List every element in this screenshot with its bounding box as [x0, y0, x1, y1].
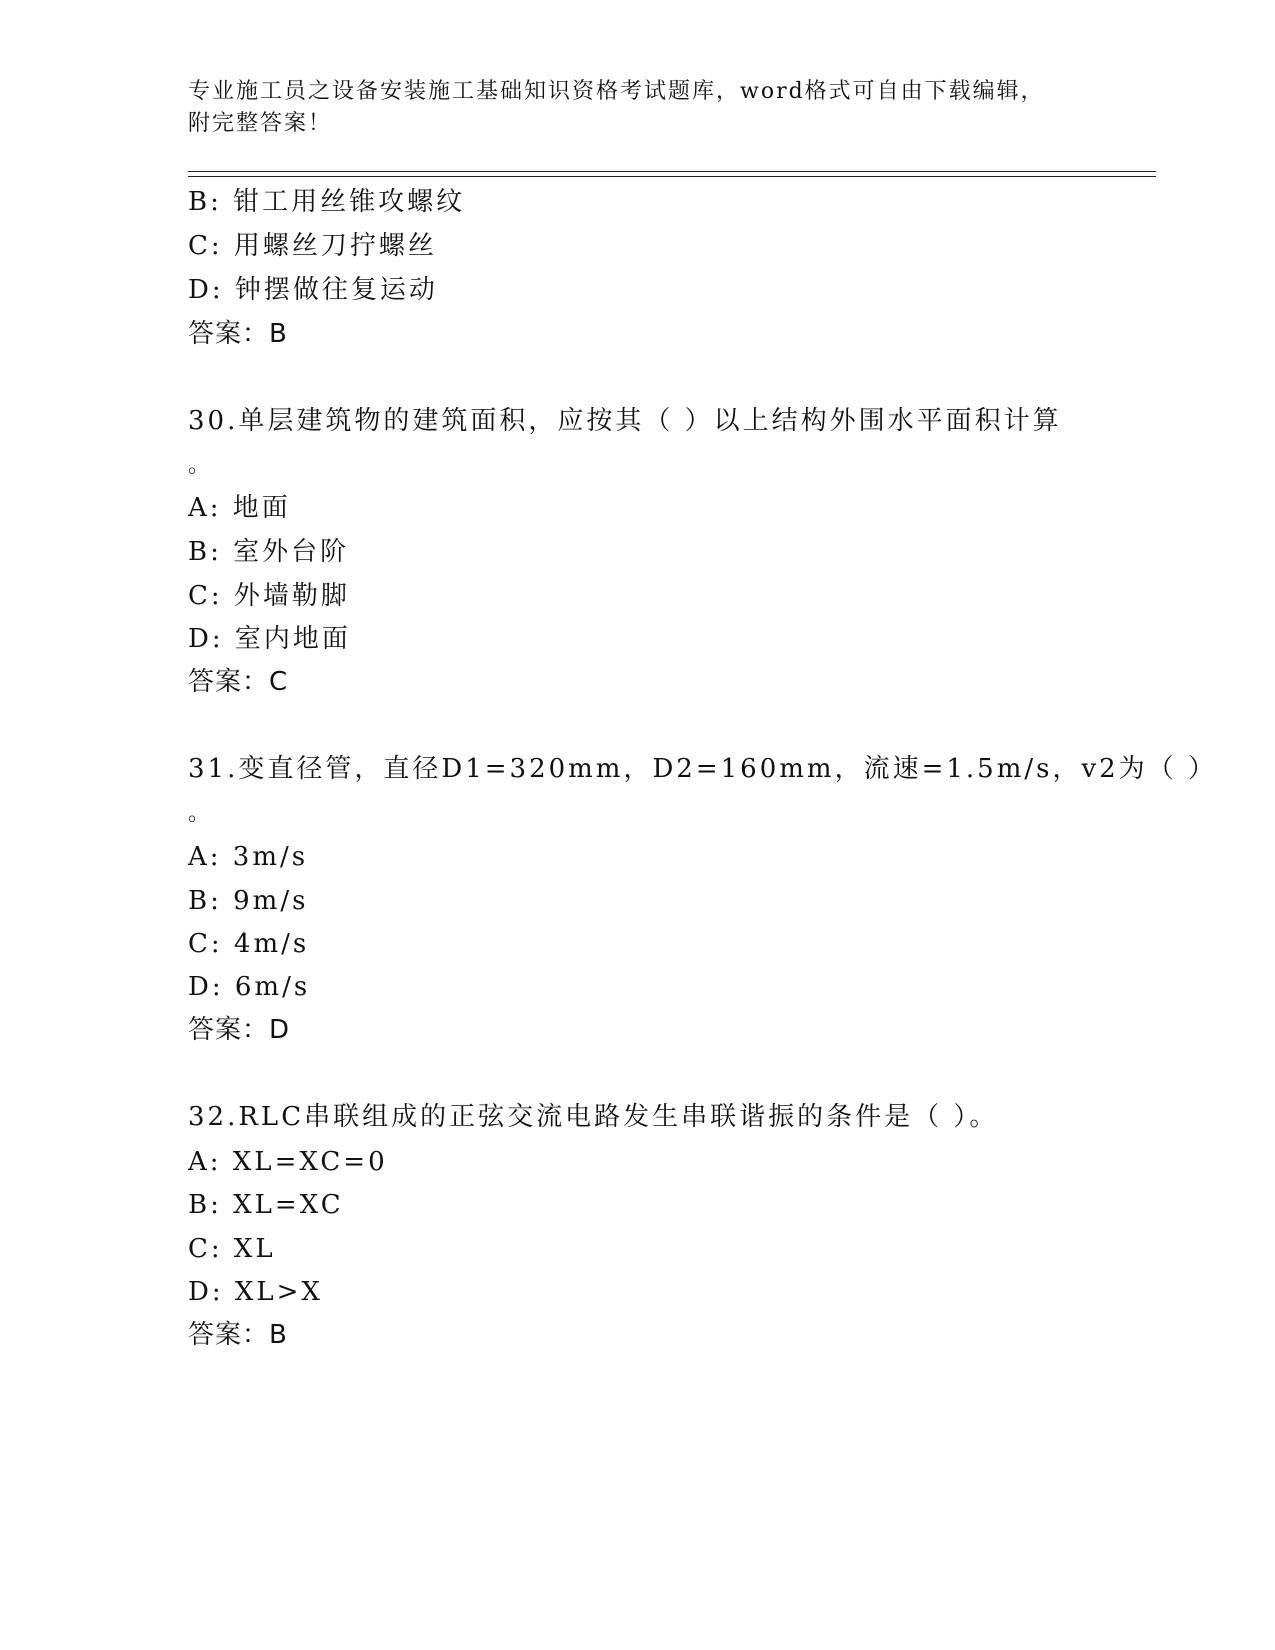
q29-option-d: D: 钟摆做往复运动 — [188, 275, 438, 305]
header-rule-bottom — [188, 176, 1156, 177]
q32-option-d: D: XL>X — [188, 1277, 323, 1307]
q31-question: 31.变直径管，直径D1=320mm，D2=160mm，流速=1.5m/s，v2为（ ） — [188, 754, 1217, 784]
q31-option-c: C: 4m/s — [188, 929, 310, 959]
q30-question: 30.单层建筑物的建筑面积，应按其（ ）以上结构外围水平面积计算 — [188, 406, 1062, 436]
q30-option-a: A: 地面 — [188, 493, 291, 523]
q31-option-b: B: 9m/s — [188, 886, 309, 916]
q29-option-b: B: 钳工用丝锥攻螺纹 — [188, 187, 466, 217]
q29-option-c: C: 用螺丝刀拧螺丝 — [188, 231, 437, 261]
q30-option-b: B: 室外台阶 — [188, 537, 350, 567]
q32-question: 32.RLC串联组成的正弦交流电路发生串联谐振的条件是（ ）。 — [188, 1102, 999, 1132]
header-line-1: 专业施工员之设备安装施工基础知识资格考试题库，word格式可自由下载编辑， — [188, 79, 1045, 104]
q29-answer: 答案：B — [188, 319, 288, 349]
header-rule-top — [188, 171, 1156, 172]
q30-answer: 答案：C — [188, 667, 289, 697]
q31-question-cont: 。 — [188, 801, 214, 826]
q31-option-a: A: 3m/s — [188, 842, 309, 872]
q32-option-b: B: XL=XC — [188, 1190, 344, 1220]
q32-answer: 答案：B — [188, 1320, 288, 1350]
q30-question-cont: 。 — [188, 453, 214, 478]
q31-answer: 答案：D — [188, 1015, 291, 1045]
q30-option-c: C: 外墙勒脚 — [188, 581, 350, 611]
header-line-2: 附完整答案！ — [188, 111, 333, 136]
q32-option-a: A: XL=XC=0 — [188, 1147, 388, 1177]
q32-option-c: C: XL — [188, 1234, 276, 1264]
q30-option-d: D: 室内地面 — [188, 624, 351, 654]
q31-option-d: D: 6m/s — [188, 972, 311, 1002]
